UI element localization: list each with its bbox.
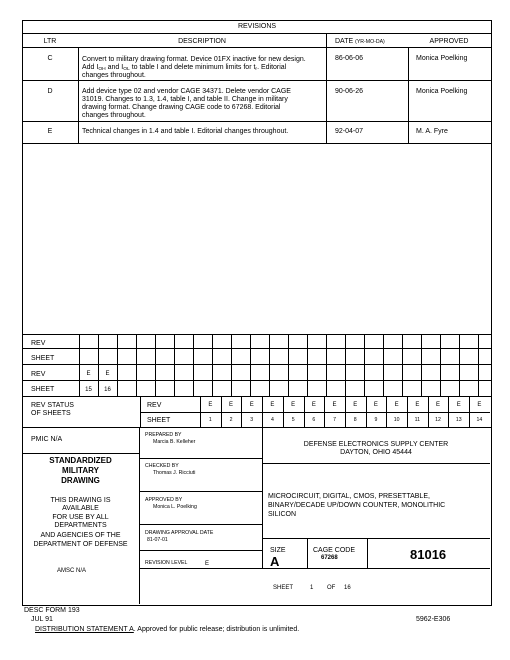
status-rev-cell: E	[249, 402, 254, 408]
grid-divider	[459, 334, 460, 396]
availability-text: AVAILABLE	[62, 505, 99, 512]
revision-letter: E	[47, 128, 53, 135]
revision-letter: D	[47, 88, 53, 95]
pmic-label: PMIC N/A	[31, 436, 63, 443]
sheet-label: SHEET	[31, 355, 55, 362]
status-sheet-cell: 10	[393, 417, 400, 423]
grid-divider	[383, 334, 384, 396]
revision-description: Convert to military drawing format. Device 01FX inactive for new design.	[82, 56, 306, 63]
grid-divider	[288, 334, 289, 396]
grid-divider	[212, 334, 213, 396]
grid-divider	[402, 334, 403, 396]
military-heading: MILITARY	[62, 466, 99, 475]
revision-date: 92-04-07	[335, 128, 364, 135]
agency-location: DAYTON, OHIO 45444	[340, 449, 412, 456]
col-ltr: LTR	[43, 38, 57, 45]
form-number: DESC FORM 193	[24, 607, 80, 614]
grid-divider	[326, 334, 327, 396]
revision-date: 90-06-26	[335, 88, 364, 95]
availability-text: DEPARTMENTS	[54, 522, 107, 529]
availability-text: THIS DRAWING IS	[50, 497, 111, 504]
status-sheet-cell: 4	[270, 417, 274, 423]
approved-by-name: Monica L. Poelking	[153, 504, 197, 510]
status-sheet-cell: 8	[353, 417, 357, 423]
availability-text: AND AGENCIES OF THE	[40, 532, 121, 539]
grid-divider	[478, 334, 479, 396]
status-rev-cell: E	[394, 402, 399, 408]
checked-by-label: CHECKED BY	[145, 463, 179, 469]
status-rev-cell: E	[208, 402, 213, 408]
grid-divider	[440, 334, 441, 396]
sheet-total: 16	[344, 585, 351, 591]
grid-divider	[250, 334, 251, 396]
grid-rev-cell: E	[105, 371, 110, 377]
grid-divider	[269, 334, 270, 396]
col-date: DATE (YR-MO-DA)	[335, 38, 385, 45]
cage-code-label: CAGE CODE	[313, 547, 356, 554]
grid-divider	[421, 334, 422, 396]
document-code: 5962-E306	[416, 616, 451, 623]
status-rev-cell: E	[436, 402, 441, 408]
rev-status-label: OF SHEETS	[31, 410, 71, 417]
sheet-number: 1	[310, 585, 314, 591]
grid-divider	[345, 334, 346, 396]
document-number: 81016	[410, 547, 447, 562]
revision-date: 86-06-06	[335, 55, 364, 62]
grid-divider	[117, 334, 118, 396]
grid-divider	[155, 334, 156, 396]
revisions-title: REVISIONS	[237, 23, 277, 30]
availability-text: DEPARTMENT OF DEFENSE	[33, 541, 128, 548]
rev-label: REV	[31, 371, 46, 378]
status-rev-cell: E	[229, 402, 234, 408]
cage-code: 67268	[321, 555, 338, 561]
revision-description: Add device type 02 and vendor CAGE 34371. Delete vendor CAGE	[82, 88, 291, 95]
approval-date-label: DRAWING APPROVAL DATE	[145, 530, 214, 536]
revision-description: 31019. Changes to 1.3, 1.4, table I, and table II. Change in military	[82, 96, 288, 103]
grid-sheet-cell: 15	[85, 387, 92, 393]
status-sheet-cell: 3	[250, 417, 254, 423]
status-sheet-cell: 11	[414, 417, 421, 423]
sheet-label: SHEET	[273, 585, 294, 591]
grid-sheet-cell: 16	[104, 387, 111, 393]
size-value: A	[270, 554, 280, 569]
approval-date: 81-07-01	[147, 537, 168, 543]
status-sheet-cell: 9	[374, 417, 378, 423]
drawing-title: BINARY/DECADE UP/DOWN COUNTER, MONOLITHIC	[268, 502, 446, 509]
sheet-label: SHEET	[147, 417, 171, 424]
revision-approver: Monica Poelking	[416, 55, 468, 62]
status-sheet-cell: 6	[312, 417, 316, 423]
status-rev-cell: E	[332, 402, 337, 408]
grid-rev-cell: E	[86, 371, 91, 377]
revision-approver: M. A. Fyre	[416, 128, 448, 135]
grid-divider	[136, 334, 137, 396]
distribution-statement: DISTRIBUTION STATEMENT A. Approved for public release; distribution is unlimited.	[35, 626, 300, 633]
agency-name: DEFENSE ELECTRONICS SUPPLY CENTER	[303, 441, 449, 448]
col-description: DESCRIPTION	[178, 38, 226, 45]
of-label: OF	[327, 585, 336, 591]
size-label: SIZE	[270, 547, 286, 554]
col-approved: APPROVED	[429, 38, 469, 45]
status-sheet-cell: 12	[435, 417, 441, 423]
approved-by-label: APPROVED BY	[145, 497, 183, 503]
revision-approver: Monica Poelking	[416, 88, 468, 95]
grid-divider	[174, 334, 175, 396]
status-rev-cell: E	[373, 402, 378, 408]
status-rev-cell: E	[270, 402, 275, 408]
status-sheet-cell: 1	[208, 417, 212, 423]
checked-by-name: Thomas J. Ricciuti	[153, 470, 196, 476]
revision-letter: C	[47, 55, 53, 62]
grid-divider	[307, 334, 308, 396]
revision-description: changes throughout.	[82, 112, 146, 119]
rev-label: REV	[31, 340, 46, 347]
status-sheet-cell: 2	[229, 417, 233, 423]
grid-divider	[193, 334, 194, 396]
prepared-by-label: PREPARED BY	[145, 432, 182, 438]
status-sheet-cell: 5	[291, 417, 295, 423]
grid-divider	[231, 334, 232, 396]
status-sheet-cell: 13	[455, 417, 462, 423]
status-rev-cell: E	[291, 402, 296, 408]
revision-description: drawing format. Change drawing CAGE code to 67268. Editorial	[82, 104, 281, 111]
rev-status-label: REV STATUS	[31, 402, 74, 409]
revision-level-label: REVISION LEVEL	[145, 560, 188, 566]
status-sheet-cell: 7	[333, 417, 336, 423]
status-rev-cell: E	[477, 402, 482, 408]
grid-divider	[364, 334, 365, 396]
revision-description: Technical changes in 1.4 and table I. Editorial changes throughout.	[82, 128, 289, 135]
status-sheet-cell: 14	[476, 417, 483, 423]
status-rev-cell: E	[311, 402, 316, 408]
status-rev-cell: E	[456, 402, 461, 408]
amsc-label: AMSC N/A	[57, 568, 87, 574]
prepared-by-name: Marcia B. Kelleher	[153, 439, 196, 445]
form-date: JUL 91	[31, 616, 53, 623]
status-rev-cell: E	[415, 402, 420, 408]
sheet-label: SHEET	[31, 386, 55, 393]
revision-description: Add $I_{OH}$ and $I_{OL}$ to table I and delete minimum limits for $t_r$. Editorial	[82, 64, 287, 72]
revision-description: changes throughout.	[82, 72, 146, 79]
standardized-heading: STANDARDIZED	[49, 456, 112, 465]
revision-level: E	[205, 561, 210, 567]
status-rev-cell: E	[353, 402, 358, 408]
drawing-title: MICROCIRCUIT, DIGITAL, CMOS, PRESETTABLE,	[268, 493, 430, 500]
drawing-heading: DRAWING	[61, 476, 100, 485]
rev-label: REV	[147, 402, 162, 409]
availability-text: FOR USE BY ALL	[52, 514, 109, 521]
drawing-title: SILICON	[268, 511, 297, 518]
